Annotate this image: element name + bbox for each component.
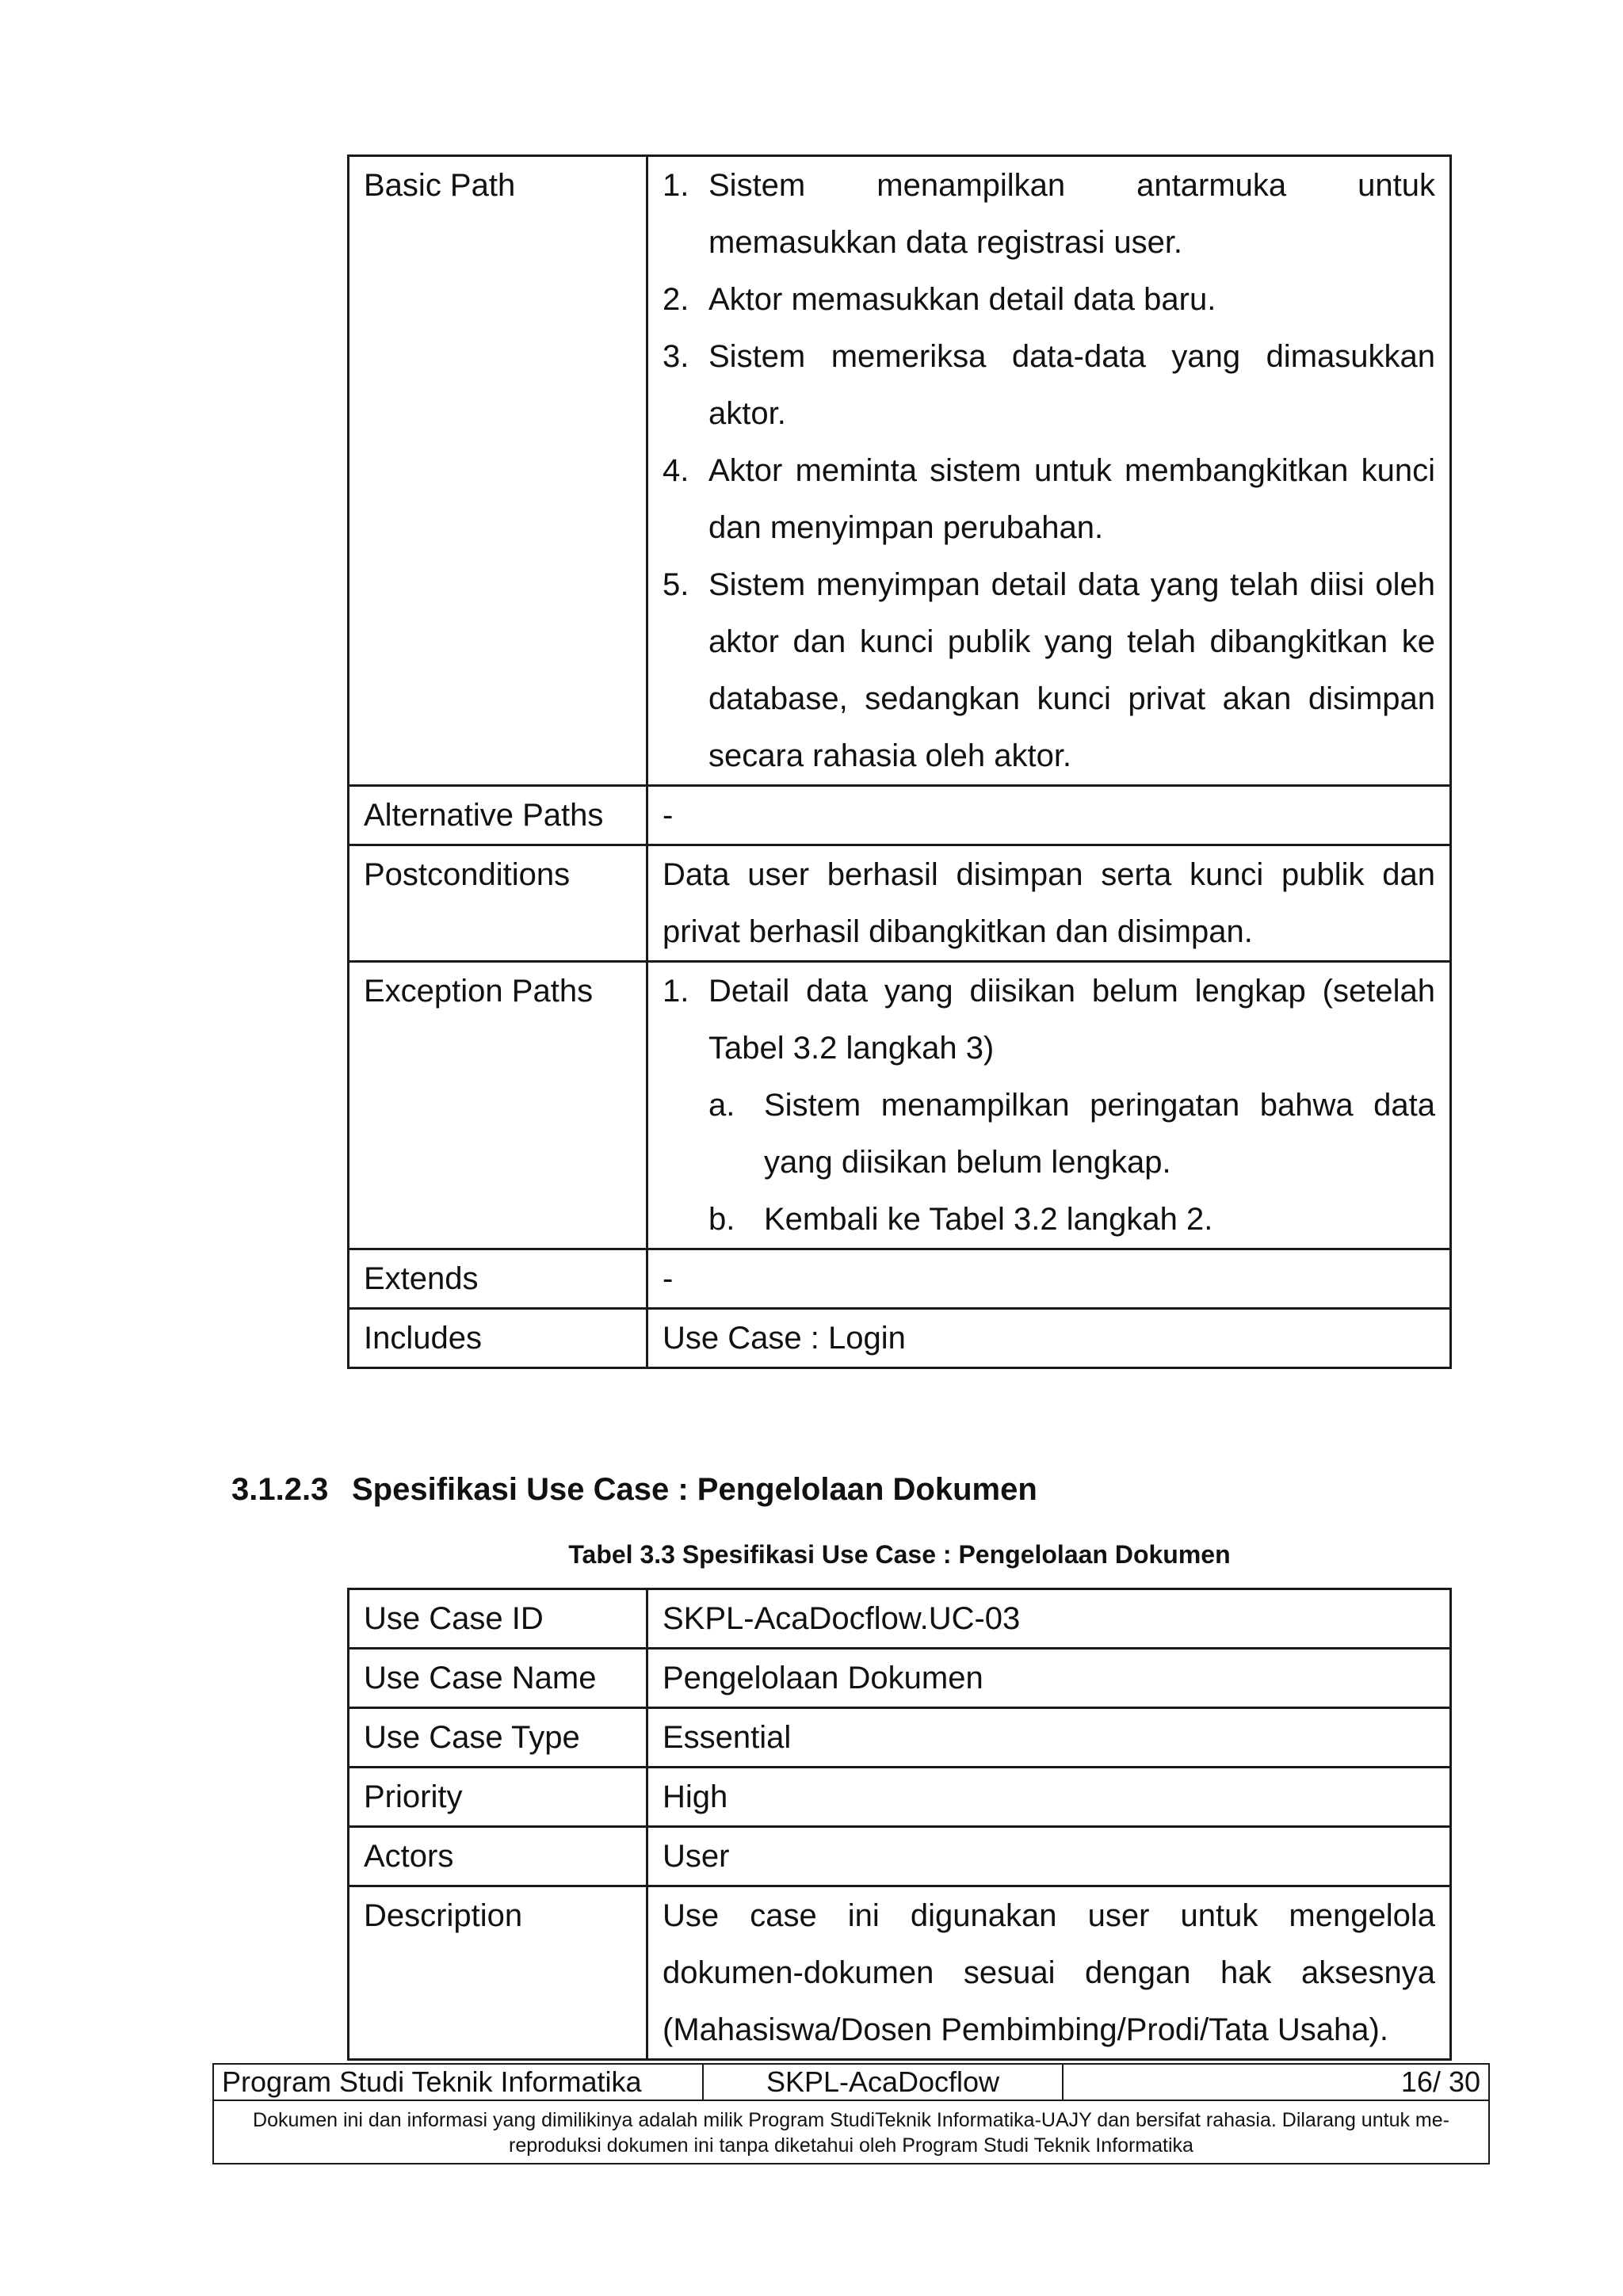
list-item: 4. Aktor meminta sistem untuk membangkitkan kunci dan menyimpan perubahan. [663, 453, 1435, 545]
table-row [349, 156, 1451, 786]
list-item: b. Kembali ke Tabel 3.2 langkah 2. [708, 1202, 1213, 1237]
row-value-actors: User [647, 1827, 1451, 1886]
list-item: a. Sistem menampilkan peringatan bahwa data yang diisikan belum lengkap. [708, 1088, 1435, 1180]
section-title: Spesifikasi Use Case : Pengelolaan Dokumen [352, 1472, 1037, 1507]
row-value-use-case-name: Pengelolaan Dokumen [647, 1649, 1451, 1708]
page-footer [212, 2063, 1490, 2164]
row-value-priority: High [647, 1768, 1451, 1827]
table-row [349, 1309, 1451, 1368]
table-row [349, 1827, 1451, 1886]
row-value-includes: Use Case : Login [647, 1309, 1451, 1368]
exception-sub-list [663, 1077, 1435, 1248]
row-value-extends: - [647, 1249, 1451, 1309]
footer-row [213, 2100, 1489, 2164]
use-case-table-continued [347, 154, 1452, 1369]
basic-path-steps [647, 156, 1451, 786]
row-label-actors: Actors [349, 1827, 647, 1886]
row-label-alternative-paths: Alternative Paths [349, 786, 647, 845]
row-label-use-case-type: Use Case Type [349, 1708, 647, 1768]
table-row [349, 1708, 1451, 1768]
list-item: 5. Sistem menyimpan detail data yang telah diisi oleh aktor dan kunci publik yang telah dibangkitkan ke database, sedangkan kunci privat akan disimpan secara rahasia oleh aktor. [663, 567, 1435, 773]
row-label-includes: Includes [349, 1309, 647, 1368]
row-label-use-case-name: Use Case Name [349, 1649, 647, 1708]
table-row [349, 1649, 1451, 1708]
table-row [349, 786, 1451, 845]
list-item: 2. Aktor memasukkan detail data baru. [663, 282, 1216, 317]
table-row [349, 1768, 1451, 1827]
footer-program: Program Studi Teknik Informatika [213, 2064, 703, 2100]
section-heading [231, 1472, 1037, 1508]
row-label-extends: Extends [349, 1249, 647, 1309]
table-caption: Tabel 3.3 Spesifikasi Use Case : Pengelolaan Dokumen [568, 1540, 1231, 1569]
use-case-table-pengelolaan-dokumen [347, 1588, 1452, 2061]
table-row [349, 1589, 1451, 1649]
row-label-priority: Priority [349, 1768, 647, 1827]
row-label-description: Description [349, 1886, 647, 2060]
table-row [349, 845, 1451, 962]
row-value-description: Use case ini digunakan user untuk mengelola dokumen-dokumen sesuai dengan hak aksesnya (Mahasiswa/Dosen Pembimbing/Prodi/Tata Usaha). [647, 1886, 1451, 2060]
row-value-use-case-type: Essential [647, 1708, 1451, 1768]
table-row [349, 962, 1451, 1249]
row-label-basic-path: Basic Path [349, 156, 647, 786]
row-value-use-case-id: SKPL-AcaDocflow.UC-03 [647, 1589, 1451, 1649]
footer-doc-id: SKPL-AcaDocflow [703, 2064, 1063, 2100]
table-row [349, 1886, 1451, 2060]
footer-row [213, 2064, 1489, 2100]
footer-page-number: 16/ 30 [1063, 2064, 1489, 2100]
list-item: 1. Sistem menampilkan antarmuka untuk memasukkan data registrasi user. [663, 168, 1435, 260]
list-item: 1. Detail data yang diisikan belum lengkap (setelah Tabel 3.2 langkah 3) [663, 974, 1435, 1066]
row-value-alternative-paths: - [647, 786, 1451, 845]
footer-confidentiality-notice: Dokumen ini dan informasi yang dimilikinya adalah milik Program StudiTeknik Informatika-UAJY dan bersifat rahasia. Dilarang untuk me-reproduksi dokumen ini tanpa diketahui oleh Program Studi Teknik Informatika [213, 2100, 1489, 2164]
table-row [349, 1249, 1451, 1309]
exception-paths-content [647, 962, 1451, 1249]
section-number: 3.1.2.3 [231, 1472, 329, 1507]
row-label-exception-paths: Exception Paths [349, 962, 647, 1249]
row-label-postconditions: Postconditions [349, 845, 647, 962]
exception-paths-list [663, 963, 1435, 1077]
row-value-postconditions: Data user berhasil disimpan serta kunci publik dan privat berhasil dibangkitkan dan disimpan. [647, 845, 1451, 962]
row-label-use-case-id: Use Case ID [349, 1589, 647, 1649]
basic-path-list [663, 157, 1435, 784]
list-item: 3. Sistem memeriksa data-data yang dimasukkan aktor. [663, 339, 1435, 431]
